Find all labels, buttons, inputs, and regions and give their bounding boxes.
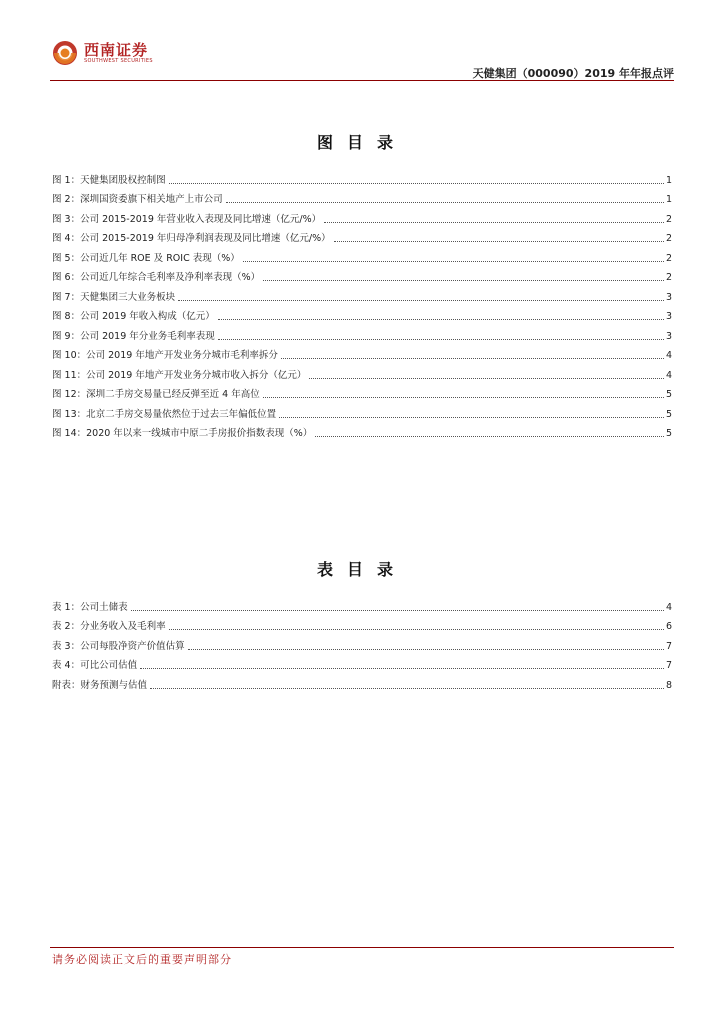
dot-leader [263,279,664,281]
toc-entry-page: 5 [665,408,672,420]
toc-entry-page: 1 [665,174,672,186]
footer-divider [50,947,674,948]
dot-leader [218,318,664,320]
dot-leader [226,201,664,203]
toc-entry-label: 图 6：公司近几年综合毛利率及净利率表现（%） [52,272,261,283]
table-toc-entry[interactable] [52,672,672,692]
toc-entry-page: 8 [665,679,672,691]
figure-toc-entry[interactable] [52,245,672,265]
toc-entry-page: 1 [665,194,672,205]
toc-entry-label: 附表：财务预测与估值 [52,679,148,691]
figure-toc-entry[interactable] [52,265,672,285]
figure-toc-entry[interactable] [52,382,672,402]
dot-leader [140,667,664,669]
figure-toc-entry[interactable] [52,362,672,382]
toc-entry-label: 图 3：公司 2015-2019 年营业收入表现及同比增速（亿元/%） [52,213,322,225]
logo-name-en: SOUTHWEST SECURITIES [84,58,153,64]
figure-toc-entry[interactable] [52,206,672,226]
toc-entry-page: 5 [665,389,672,400]
toc-entry-label: 表 3：公司每股净资产价值估算 [52,640,185,652]
dot-leader [243,260,664,262]
dot-leader [178,299,664,301]
dot-leader [150,687,664,689]
figure-toc-entry[interactable] [52,226,672,246]
figure-toc-entry[interactable] [52,167,672,187]
dot-leader [309,377,664,379]
toc-entry-page: 2 [665,213,672,225]
dot-leader [334,240,664,242]
table-toc-entry[interactable] [52,633,672,653]
tables-toc-list [52,594,672,692]
toc-entry-label: 图 14：2020 年以来一线城市中原二手房报价指数表现（%） [52,428,313,439]
toc-entry-page: 3 [665,311,672,322]
figure-toc-entry[interactable] [52,323,672,343]
figure-toc-entry[interactable] [52,421,672,441]
toc-entry-label: 图 10：公司 2019 年地产开发业务分城市毛利率拆分 [52,350,278,361]
dot-leader [188,648,664,650]
figure-toc-entry[interactable] [52,343,672,363]
logo-name-cn: 西南证券 [84,41,149,59]
toc-entry-label: 图 8：公司 2019 年收入构成（亿元） [52,311,215,322]
toc-entry-page: 4 [665,369,672,381]
toc-entry-label: 图 5：公司近几年 ROE 及 ROIC 表现（%） [52,252,240,264]
toc-entry-page: 7 [665,660,672,671]
report-title: 天健集团（000090）2019 年年报点评 [472,67,674,80]
dot-leader [169,182,664,184]
toc-entry-page: 2 [665,272,672,283]
figure-toc-entry[interactable] [52,401,672,421]
dot-leader [324,221,664,223]
dot-leader [263,396,664,398]
page-header [50,38,674,82]
toc-entry-label: 表 2：分业务收入及毛利率 [52,621,166,632]
table-toc-entry[interactable] [52,594,672,614]
toc-entry-page: 3 [665,291,672,303]
table-toc-entry[interactable] [52,653,672,673]
toc-entry-page: 4 [665,601,672,613]
footer-disclaimer: 请务必阅读正文后的重要声明部分 [52,953,232,966]
dot-leader [169,628,664,630]
toc-entry-label: 图 4：公司 2015-2019 年归母净利润表现及同比增速（亿元/%） [52,233,331,244]
company-logo [52,40,153,66]
toc-entry-page: 3 [665,330,672,342]
dot-leader [281,357,664,359]
toc-entry-label: 图 2：深圳国资委旗下相关地产上市公司 [52,194,223,205]
figure-toc-entry[interactable] [52,304,672,324]
figure-toc-entry[interactable] [52,187,672,207]
toc-entry-label: 图 7：天健集团三大业务板块 [52,291,176,303]
logo-icon [52,40,78,66]
toc-entry-page: 4 [665,350,672,361]
dot-leader [131,609,664,611]
figure-toc-entry[interactable] [52,284,672,304]
dot-leader [315,435,664,437]
dot-leader [218,338,664,340]
toc-entry-label: 图 1：天健集团股权控制图 [52,174,166,186]
dot-leader [279,416,664,418]
toc-entry-label: 图 12：深圳二手房交易量已经反弹至近 4 年高位 [52,389,260,400]
toc-entry-label: 图 9：公司 2019 年分业务毛利率表现 [52,330,215,342]
figures-toc-title: 图目录 [316,133,407,152]
figures-toc-list [52,167,672,440]
toc-entry-page: 2 [665,233,672,244]
toc-entry-label: 表 4：可比公司估值 [52,660,138,671]
toc-entry-label: 图 11：公司 2019 年地产开发业务分城市收入拆分（亿元） [52,369,307,381]
tables-toc-title: 表目录 [316,560,407,579]
table-toc-entry[interactable] [52,614,672,634]
toc-entry-label: 表 1：公司土储表 [52,601,128,613]
toc-entry-page: 2 [665,252,672,264]
toc-entry-page: 5 [665,428,672,439]
toc-entry-page: 6 [665,621,672,632]
header-divider [50,80,674,81]
toc-entry-label: 图 13：北京二手房交易量依然位于过去三年偏低位置 [52,408,277,420]
toc-entry-page: 7 [665,640,672,652]
